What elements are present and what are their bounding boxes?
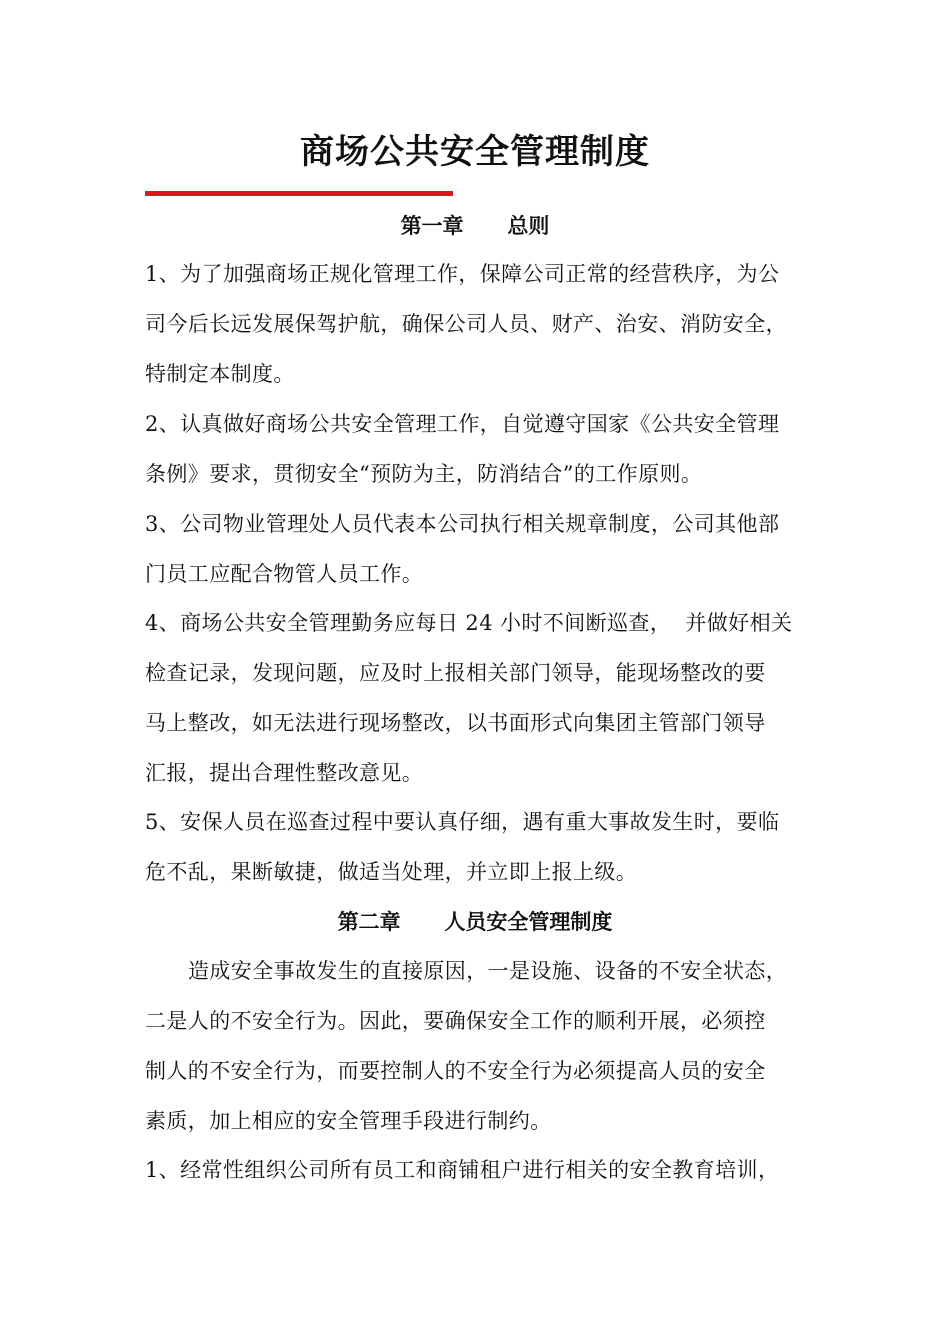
paragraph-line: 检查记录，发现问题，应及时上报相关部门领导，能现场整改的要 xyxy=(145,661,766,685)
paragraph-line: 特制定本制度。 xyxy=(145,362,295,386)
paragraph-line: 2、认真做好商场公共安全管理工作，自觉遵守国家《公共安全管理 xyxy=(145,412,780,436)
paragraph-line: 门员工应配合物管人员工作。 xyxy=(145,562,424,586)
paragraph-line: 4、商场公共安全管理勤务应每日 24 小时不间断巡查， 并做好相关 xyxy=(145,611,793,635)
paragraph-line: 5、安保人员在巡查过程中要认真仔细，遇有重大事故发生时，要临 xyxy=(145,810,780,834)
paragraph-line: 1、经常性组织公司所有员工和商铺租户进行相关的安全教育培训， xyxy=(145,1158,780,1182)
paragraph-line: 汇报，提出合理性整改意见。 xyxy=(145,761,424,785)
paragraph-line: 司今后长远发展保驾护航，确保公司人员、财产、治安、消防安全， xyxy=(145,312,787,336)
paragraph-line: 条例》要求，贯彻安全“预防为主，防消结合”的工作原则。 xyxy=(145,462,703,486)
paragraph-line: 1、为了加强商场正规化管理工作，保障公司正常的经营秩序，为公 xyxy=(145,262,780,286)
paragraph-line: 马上整改，如无法进行现场整改，以书面形式向集团主管部门领导 xyxy=(145,711,766,735)
paragraph-line: 素质，加上相应的安全管理手段进行制约。 xyxy=(145,1109,552,1133)
paragraph-line: 二是人的不安全行为。因此，要确保安全工作的顺利开展，必须控 xyxy=(145,1009,766,1033)
chapter-2-heading: 第二章 人员安全管理制度 xyxy=(337,909,613,934)
title-underline xyxy=(145,191,453,196)
chapter-1-heading: 第一章 总则 xyxy=(400,213,550,238)
document-title: 商场公共安全管理制度 xyxy=(300,132,650,172)
paragraph-line: 制人的不安全行为，而要控制人的不安全行为必须提高人员的安全 xyxy=(145,1059,766,1083)
paragraph-line: 危不乱，果断敏捷，做适当处理，并立即上报上级。 xyxy=(145,860,638,884)
paragraph-line: 3、公司物业管理处人员代表本公司执行相关规章制度，公司其他部 xyxy=(145,512,780,536)
paragraph-line: 造成安全事故发生的直接原因，一是设施、设备的不安全状态， xyxy=(188,959,788,983)
